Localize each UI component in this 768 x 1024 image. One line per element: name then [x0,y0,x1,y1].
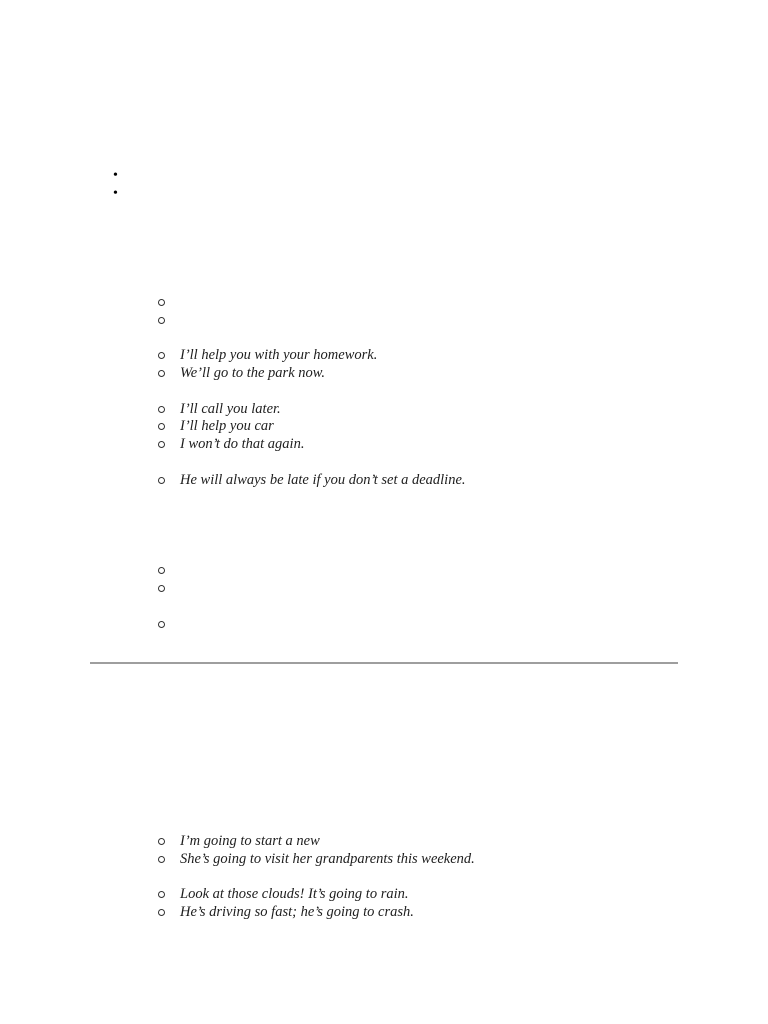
circle-bullet-icon [158,317,165,324]
example-sentence: I’m going to start a new [180,833,320,849]
example-sentence: She’s going to visit her grandparents this weekend. [180,851,475,867]
list-item [158,471,466,489]
example-sentence: I won’t do that again. [180,436,305,452]
list-item [158,346,377,364]
list-item [158,400,281,418]
circle-bullet-icon [158,406,165,413]
circle-bullet-icon [158,856,165,863]
list-item [158,903,414,921]
circle-bullet-icon [158,621,165,628]
horizontal-divider [90,662,678,664]
list-item [158,579,180,597]
list-item [158,832,320,850]
circle-bullet-icon [158,567,165,574]
circle-bullet-icon [158,477,165,484]
circle-bullet-icon [158,299,165,306]
circle-bullet-icon [158,352,165,359]
example-sentence: Look at those clouds! It’s going to rain. [180,886,409,902]
list-item [158,561,180,579]
list-item [158,885,409,903]
circle-bullet-icon [158,370,165,377]
list-item [158,311,180,329]
example-sentence: I’ll help you with your homework. [180,347,378,363]
list-bullet: • [113,186,118,201]
circle-bullet-icon [158,585,165,592]
list-item [158,293,180,311]
example-sentence: He will always be late if you don’t set a deadline. [180,472,466,488]
list-item [158,417,274,435]
example-sentence: I’ll help you car [180,418,274,434]
list-item [158,850,475,868]
circle-bullet-icon [158,441,165,448]
list-item [158,435,304,453]
example-sentence: I’ll call you later. [180,401,281,417]
circle-bullet-icon [158,838,165,845]
list-item [158,615,180,633]
circle-bullet-icon [158,909,165,916]
circle-bullet-icon [158,891,165,898]
list-item [158,364,325,382]
example-sentence: He’s driving so fast; he’s going to crash. [180,904,414,920]
list-bullet: • [113,168,118,183]
circle-bullet-icon [158,423,165,430]
example-sentence: We’ll go to the park now. [180,365,325,381]
